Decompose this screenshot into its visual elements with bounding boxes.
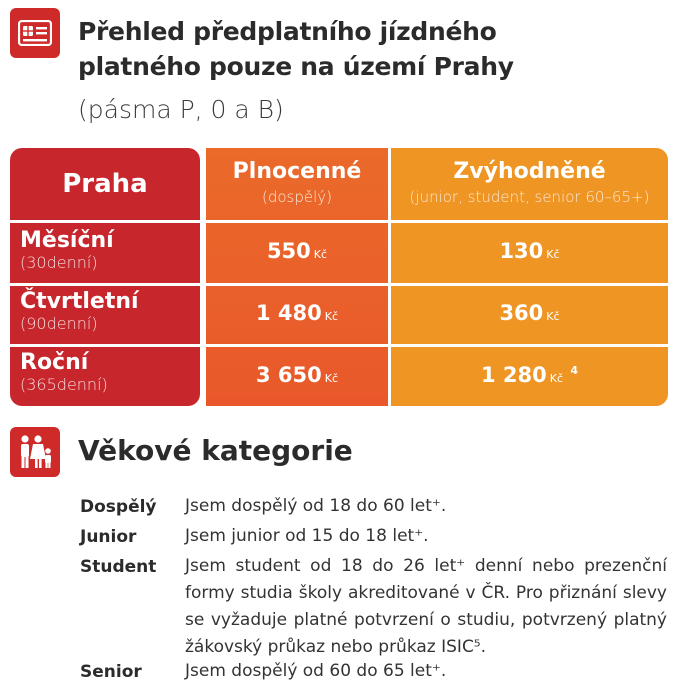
reduced-fare-column [391,148,668,406]
row-divider [10,220,670,223]
row-label-monthly: Měsíční (30denní) [20,228,114,272]
term-junior: Junior [80,527,137,547]
row-divider [10,344,670,347]
price-quarterly-full: 1 480 Kč [255,301,339,325]
age-categories-title: Věkové kategorie [78,434,353,467]
row-label-yearly: Roční (365denní) [20,350,108,394]
full-fare-sub: (dospělý) [261,188,332,206]
row-divider [10,283,670,286]
desc-student: Jsem student od 18 do 26 let⁺ denní nebo prezenční formy studia školy akreditované v ČR. Pro přiznání slevy se vyžaduje platné potvrzení o studiu, potvrzený platný žákovský průkaz nebo průkaz ISIC⁵. [185,556,667,657]
title-line-2: platného pouze na území Prahy [78,52,514,81]
page-subtitle: (pásma P, 0 a B) [78,95,284,124]
price-quarterly-reduced: 360 Kč [499,301,560,325]
term-senior: Senior [80,662,142,682]
price-monthly-reduced: 130 Kč [499,239,560,263]
title-line-1: Přehled předplatního jízdného [78,17,497,46]
desc-junior: Jsem junior od 15 do 18 let⁺. [185,526,429,546]
desc-adult: Jsem dospělý od 18 do 60 let⁺. [185,496,447,516]
footnote-4: 4 [570,364,578,377]
ticket-card-icon [10,8,60,58]
row-label-quarterly: Čtvrtletní (90denní) [20,289,139,333]
desc-senior: Jsem dospělý od 60 do 65 let⁺. [185,661,447,681]
price-yearly-reduced: 1 280 Kč $^4$ [481,363,578,387]
page-title [78,14,678,84]
price-monthly-full: 550 Kč [266,239,328,263]
family-icon [10,427,60,477]
reduced-fare-sub: (junior, student, senior 60–65+) [409,188,650,206]
full-fare-header [206,158,388,208]
reduced-fare-header [391,158,668,208]
full-fare-label: Plnocenné [232,159,362,184]
price-yearly-full: 3 650 Kč [255,363,339,387]
reduced-fare-label: Zvýhodněné [453,159,606,184]
full-fare-column [206,148,388,406]
region-header: Praha [10,148,200,220]
term-student: Student [80,557,157,577]
term-adult: Dospělý [80,497,157,517]
